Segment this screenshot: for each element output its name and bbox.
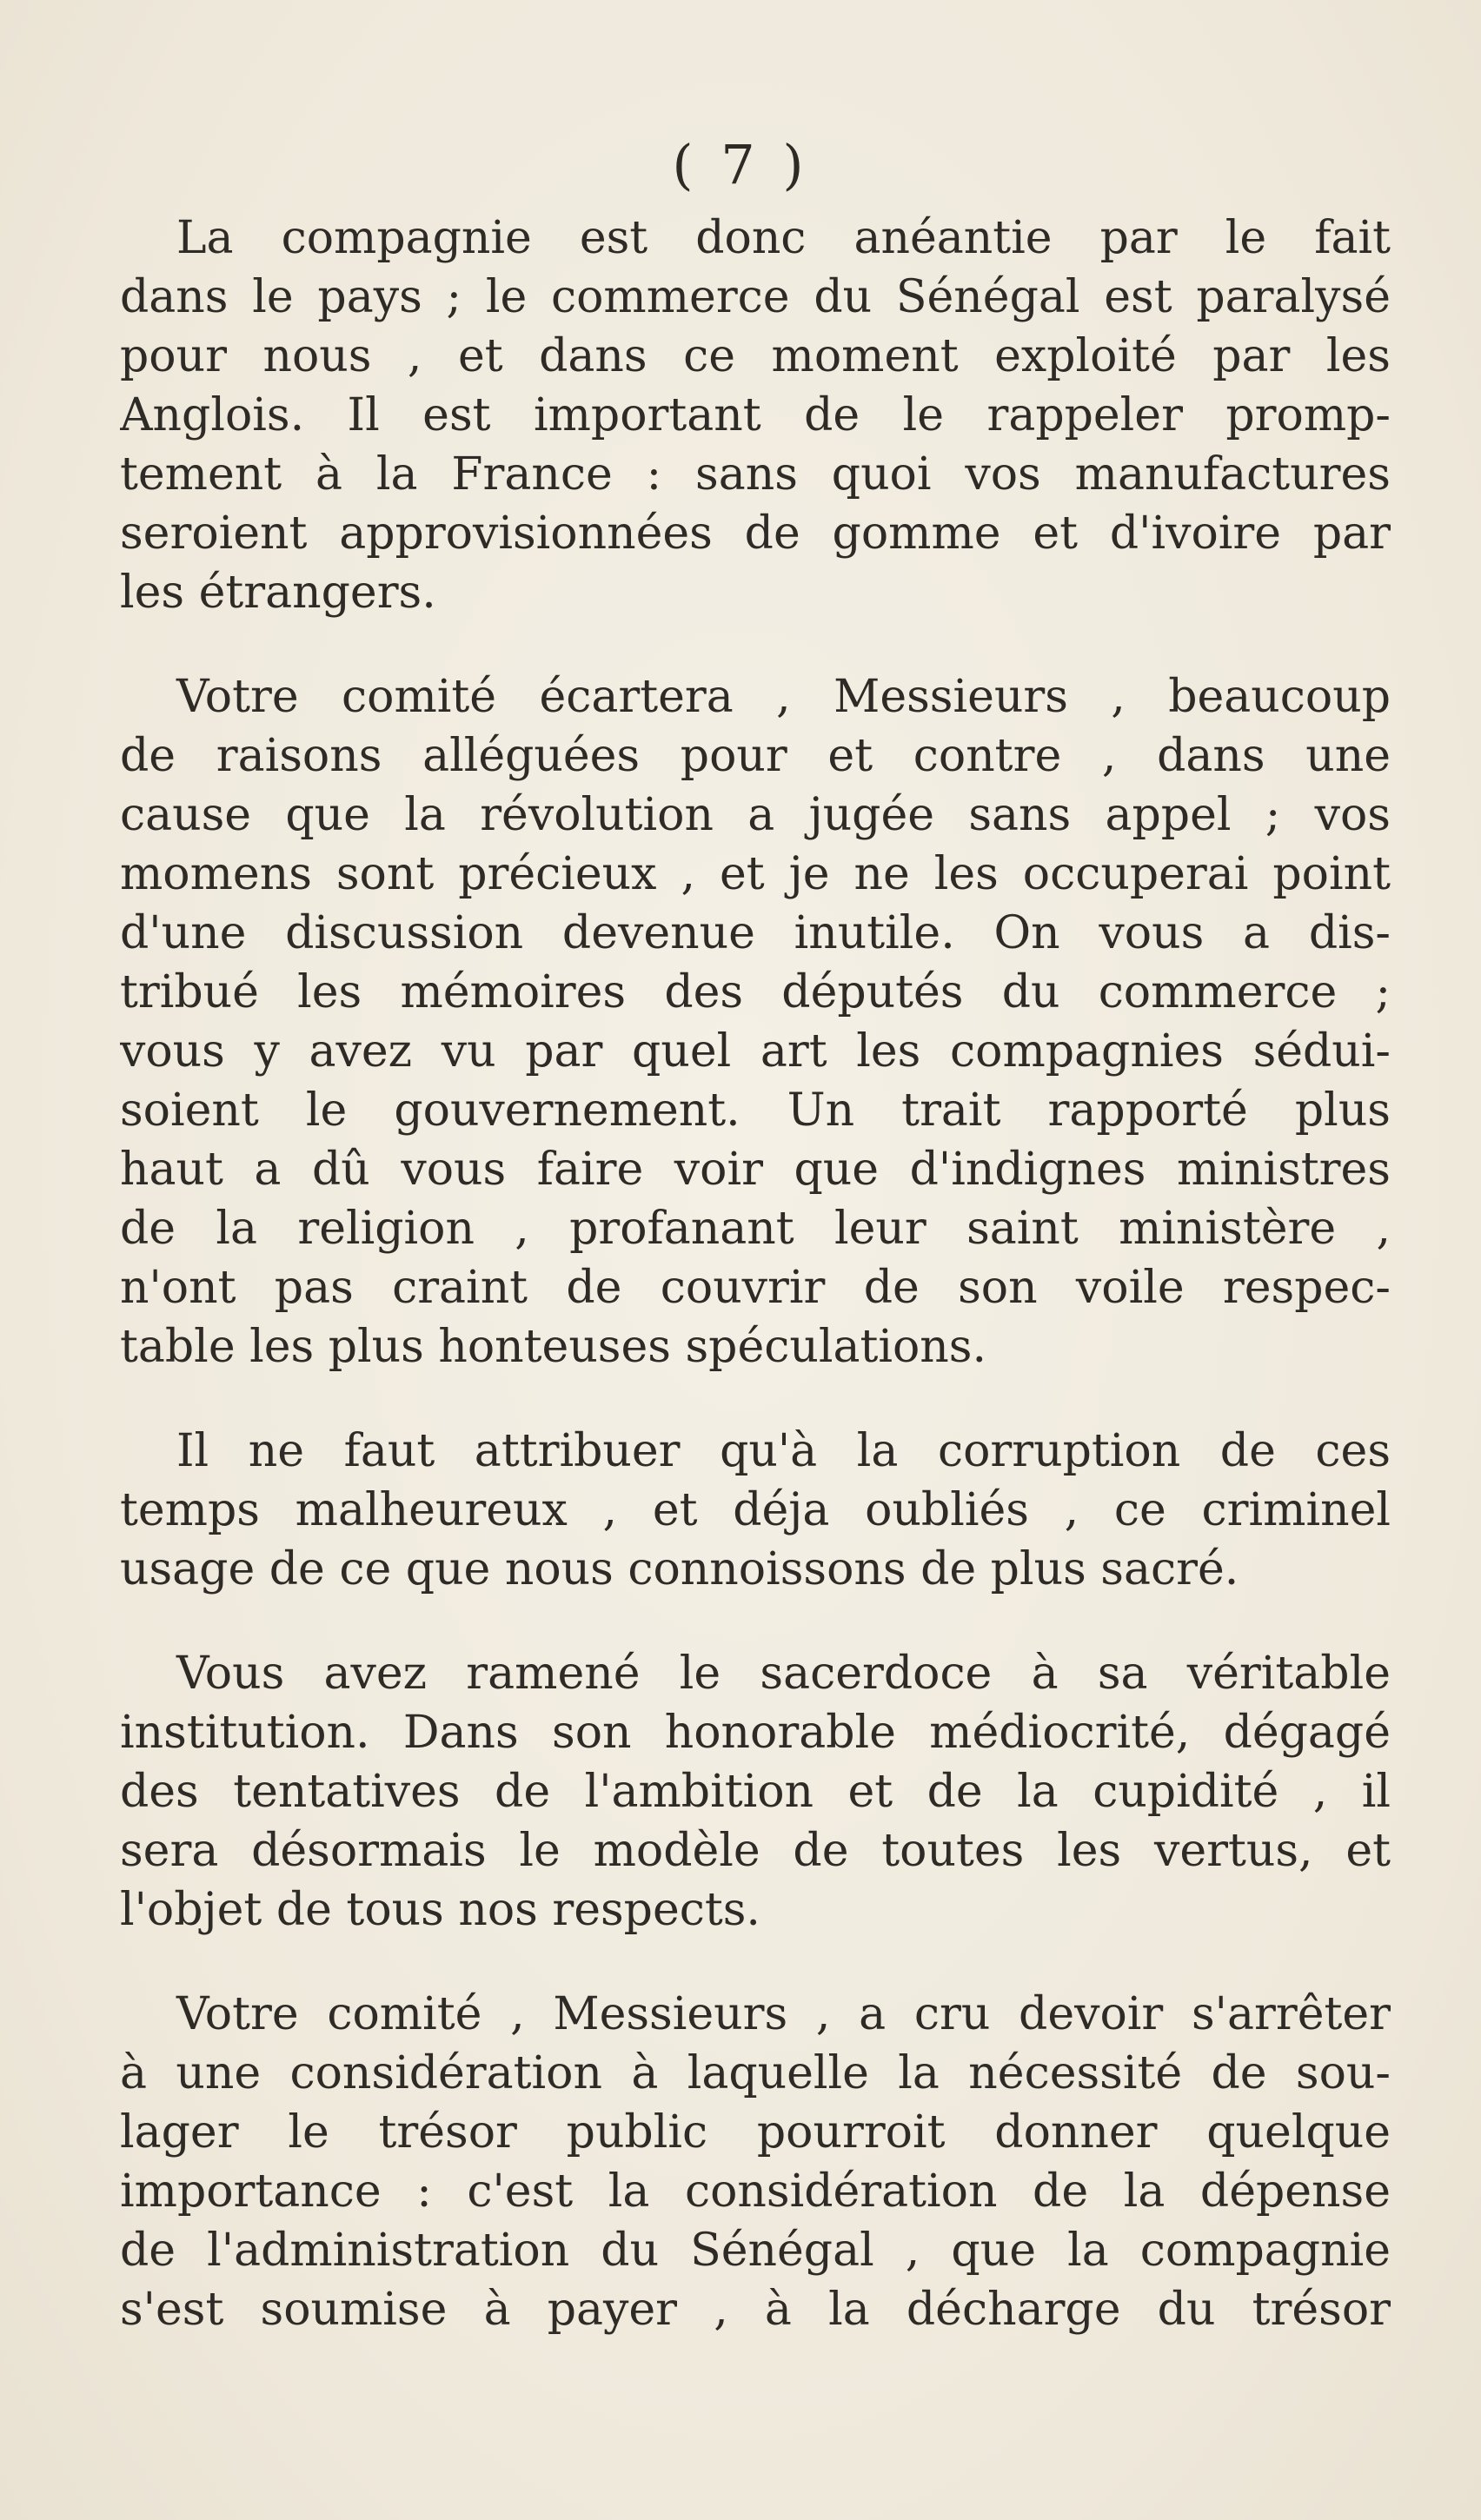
text-line: tribué les mémoires des députés du commerce ; — [120, 966, 1391, 1018]
text-line: n'ont pas craint de couvrir de son voile respec- — [120, 1262, 1391, 1314]
text-line: Vous avez ramené le sacerdoce à sa véritable — [176, 1648, 1391, 1700]
text-line: des tentatives de l'ambition et de la cupidité , il — [120, 1766, 1391, 1818]
text-line: lager le trésor public pourroit donner quelque — [120, 2106, 1391, 2159]
text-line: vous y avez vu par quel art les compagnies sédui- — [120, 1025, 1391, 1078]
paragraph-4 — [120, 1644, 1391, 1940]
text-line: momens sont précieux , et je ne les occuperai point — [120, 848, 1391, 900]
text-line: soient le gouvernement. Un trait rapporté plus — [120, 1084, 1391, 1137]
text-line: temps malheureux , et déja oubliés , ce criminel — [120, 1484, 1391, 1536]
paragraph-2 — [120, 667, 1391, 1376]
text-line: de raisons alléguées pour et contre , dans une — [120, 730, 1391, 782]
text-line: institution. Dans son honorable médiocrité, dégagé — [120, 1707, 1391, 1759]
text-line: usage de ce que nous connoissons de plus sacré. — [120, 1543, 1239, 1595]
text-line: dans le pays ; le commerce du Sénégal est paralysé — [120, 271, 1391, 323]
text-line: table les plus honteuses spéculations. — [120, 1321, 987, 1373]
text-line: de la religion , profanant leur saint ministère , — [120, 1203, 1391, 1255]
text-line: Votre comité écartera , Messieurs , beaucoup — [176, 671, 1391, 723]
paragraph-5 — [120, 1985, 1391, 2339]
text-line: pour nous , et dans ce moment exploité par les — [120, 330, 1391, 382]
text-line: l'objet de tous nos respects. — [120, 1884, 760, 1936]
text-line: importance : c'est la considération de la dépense — [120, 2165, 1391, 2218]
text-line: La compagnie est donc anéantie par le fait — [176, 212, 1391, 264]
paragraph-gap — [120, 1940, 1391, 1985]
text-line: à une considération à laquelle la nécessité de sou- — [120, 2047, 1391, 2099]
text-line: Anglois. Il est important de le rappeler promp- — [120, 389, 1391, 441]
text-line: les étrangers. — [120, 567, 436, 619]
text-line: sera désormais le modèle de toutes les vertus, et — [120, 1825, 1391, 1877]
text-line: seroient approvisionnées de gomme et d'ivoire par — [120, 507, 1391, 560]
text-line: de l'administration du Sénégal , que la compagnie — [120, 2225, 1391, 2277]
text-line: Votre comité , Messieurs , a cru devoir s'arrêter — [176, 1988, 1391, 2040]
paragraph-gap — [120, 622, 1391, 667]
text-line: haut a dû vous faire voir que d'indignes ministres — [120, 1144, 1391, 1196]
text-line: d'une discussion devenue inutile. On vous a dis- — [120, 907, 1391, 959]
body-text — [120, 209, 1391, 2339]
paragraph-gap — [120, 1599, 1391, 1644]
text-line: tement à la France : sans quoi vos manufactures — [120, 448, 1391, 501]
paragraph-3 — [120, 1422, 1391, 1599]
text-line: cause que la révolution a jugée sans appel ; vos — [120, 789, 1391, 841]
page-number: ( 7 ) — [672, 133, 809, 196]
paragraph-gap — [120, 1376, 1391, 1422]
text-line: Il ne faut attribuer qu'à la corruption de ces — [176, 1425, 1391, 1477]
text-line: s'est soumise à payer , à la décharge du trésor — [120, 2284, 1391, 2336]
paragraph-1 — [120, 209, 1391, 622]
